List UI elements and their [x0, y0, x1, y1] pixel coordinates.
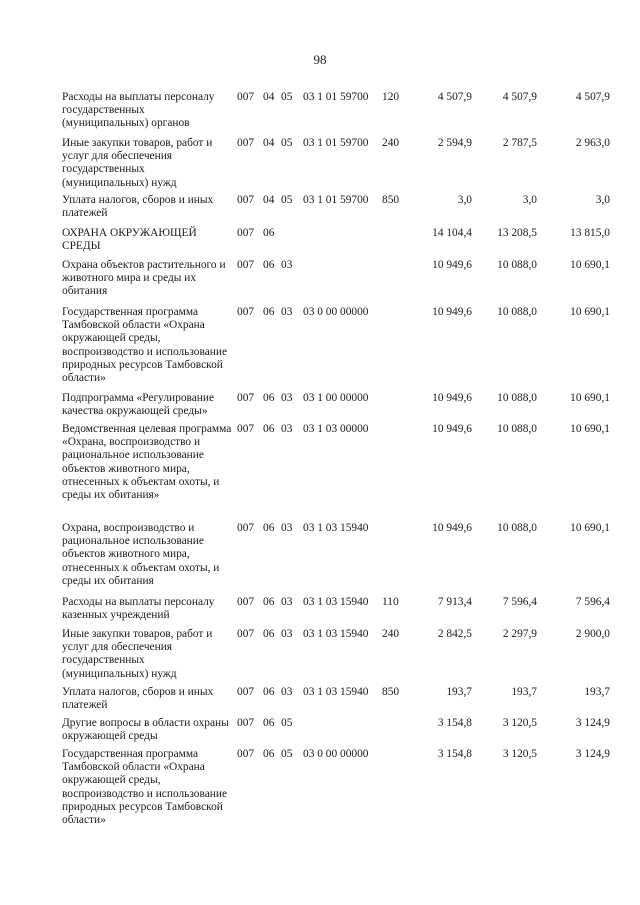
subsection-code: 05: [281, 91, 293, 103]
target-article-code: 03 1 03 15940: [303, 596, 369, 608]
amount-year-1: 10 949,6: [432, 522, 472, 534]
amount-year-3: 193,7: [584, 686, 610, 698]
row-name: Уплата налогов, сборов и иных платежей: [62, 194, 214, 220]
subsection-code: 05: [281, 137, 293, 149]
section-code: 06: [263, 628, 275, 640]
subsection-code: 03: [281, 423, 293, 435]
amount-year-1: 10 949,6: [432, 306, 472, 318]
amount-year-3: 7 596,4: [575, 596, 610, 608]
target-article-code: 03 1 03 15940: [303, 522, 369, 534]
subsection-code: 03: [281, 259, 293, 271]
expense-type-code: 240: [382, 628, 400, 640]
row-name: Расходы на выплаты персоналу казенных учреждений: [62, 596, 215, 622]
subsection-code: 03: [281, 628, 293, 640]
target-article-code: 03 1 01 59700: [303, 91, 369, 103]
amount-year-1: 3,0: [457, 194, 472, 206]
expense-type-code: 850: [382, 686, 400, 698]
ministry-code: 007: [237, 137, 255, 149]
expense-type-code: 850: [382, 194, 400, 206]
subsection-code: 03: [281, 596, 293, 608]
target-article-code: 03 0 00 00000: [303, 306, 369, 318]
amount-year-3: 4 507,9: [575, 91, 610, 103]
amount-year-3: 10 690,1: [570, 306, 610, 318]
amount-year-2: 2 297,9: [502, 628, 537, 640]
amount-year-3: 2 900,0: [575, 628, 610, 640]
amount-year-2: 10 088,0: [497, 259, 537, 271]
ministry-code: 007: [237, 717, 255, 729]
expense-type-code: 240: [382, 137, 400, 149]
amount-year-1: 10 949,6: [432, 259, 472, 271]
amount-year-2: 3 120,5: [502, 717, 537, 729]
row-name: Другие вопросы в области охраны окружающей среды: [62, 717, 229, 743]
ministry-code: 007: [237, 423, 255, 435]
amount-year-2: 10 088,0: [497, 306, 537, 318]
amount-year-2: 13 208,5: [497, 227, 537, 239]
ministry-code: 007: [237, 628, 255, 640]
amount-year-2: 10 088,0: [497, 522, 537, 534]
ministry-code: 007: [237, 748, 255, 760]
ministry-code: 007: [237, 522, 255, 534]
amount-year-1: 14 104,4: [432, 227, 472, 239]
subsection-code: 05: [281, 717, 293, 729]
amount-year-1: 3 154,8: [437, 748, 472, 760]
target-article-code: 03 1 03 00000: [303, 423, 369, 435]
amount-year-2: 10 088,0: [497, 423, 537, 435]
amount-year-2: 2 787,5: [502, 137, 537, 149]
row-name: Иные закупки товаров, работ и услуг для обеспечения государственных (муниципальных) нужд: [62, 137, 213, 189]
section-code: 04: [263, 194, 275, 206]
amount-year-3: 3 124,9: [575, 748, 610, 760]
amount-year-1: 10 949,6: [432, 423, 472, 435]
target-article-code: 03 1 03 15940: [303, 628, 369, 640]
amount-year-3: 10 690,1: [570, 423, 610, 435]
subsection-code: 03: [281, 522, 293, 534]
row-name: Иные закупки товаров, работ и услуг для обеспечения государственных (муниципальных) нужд: [62, 628, 213, 680]
subsection-code: 05: [281, 194, 293, 206]
amount-year-3: 13 815,0: [570, 227, 610, 239]
subsection-code: 03: [281, 686, 293, 698]
section-code: 06: [263, 596, 275, 608]
amount-year-1: 7 913,4: [437, 596, 472, 608]
section-code: 04: [263, 137, 275, 149]
expense-type-code: 120: [382, 91, 400, 103]
section-code: 06: [263, 522, 275, 534]
section-code: 06: [263, 227, 275, 239]
target-article-code: 03 1 01 59700: [303, 194, 369, 206]
ministry-code: 007: [237, 227, 255, 239]
amount-year-3: 10 690,1: [570, 522, 610, 534]
amount-year-1: 2 842,5: [437, 628, 472, 640]
target-article-code: 03 1 01 59700: [303, 137, 369, 149]
amount-year-2: 193,7: [511, 686, 537, 698]
section-code: 06: [263, 686, 275, 698]
row-name: ОХРАНА ОКРУЖАЮЩЕЙ СРЕДЫ: [62, 227, 197, 253]
section-code: 06: [263, 717, 275, 729]
section-code: 04: [263, 91, 275, 103]
amount-year-2: 3 120,5: [502, 748, 537, 760]
row-name: Расходы на выплаты персоналу государственных (муниципальных) органов: [62, 91, 215, 130]
expense-type-code: 110: [382, 596, 399, 608]
section-code: 06: [263, 392, 275, 404]
section-code: 06: [263, 259, 275, 271]
row-name: Уплата налогов, сборов и иных платежей: [62, 686, 214, 712]
row-name: Охрана объектов растительного и животного мира и среды их обитания: [62, 259, 226, 298]
amount-year-3: 2 963,0: [575, 137, 610, 149]
subsection-code: 03: [281, 392, 293, 404]
amount-year-1: 10 949,6: [432, 392, 472, 404]
amount-year-1: 193,7: [446, 686, 472, 698]
amount-year-1: 2 594,9: [437, 137, 472, 149]
amount-year-2: 3,0: [522, 194, 537, 206]
row-name: Государственная программа Тамбовской области «Охрана окружающей среды, воспроизводство и использование природных ресурсов Тамбовской области»: [62, 306, 228, 385]
amount-year-2: 7 596,4: [502, 596, 537, 608]
amount-year-2: 10 088,0: [497, 392, 537, 404]
amount-year-3: 3,0: [595, 194, 610, 206]
row-name: Подпрограмма «Регулирование качества окружающей среды»: [62, 392, 215, 418]
section-code: 06: [263, 748, 275, 760]
amount-year-2: 4 507,9: [502, 91, 537, 103]
amount-year-1: 3 154,8: [437, 717, 472, 729]
subsection-code: 05: [281, 748, 293, 760]
ministry-code: 007: [237, 686, 255, 698]
ministry-code: 007: [237, 194, 255, 206]
amount-year-3: 10 690,1: [570, 392, 610, 404]
amount-year-3: 10 690,1: [570, 259, 610, 271]
section-code: 06: [263, 423, 275, 435]
target-article-code: 03 1 00 00000: [303, 392, 369, 404]
section-code: 06: [263, 306, 275, 318]
ministry-code: 007: [237, 306, 255, 318]
row-name: Государственная программа Тамбовской области «Охрана окружающей среды, воспроизводство и использование природных ресурсов Тамбовской области»: [62, 748, 228, 827]
amount-year-1: 4 507,9: [437, 91, 472, 103]
target-article-code: 03 1 03 15940: [303, 686, 369, 698]
amount-year-3: 3 124,9: [575, 717, 610, 729]
row-name: Охрана, воспроизводство и рациональное использование объектов животного мира, отнесенных к объектам охоты, и среды их обитания: [62, 522, 220, 587]
page-number: 98: [313, 52, 327, 67]
subsection-code: 03: [281, 306, 293, 318]
target-article-code: 03 0 00 00000: [303, 748, 369, 760]
row-name: Ведомственная целевая программа «Охрана, воспроизводство и рациональное использование объектов животного мира, отнесенных к объектам охоты, и среды их обитания»: [62, 423, 232, 502]
ministry-code: 007: [237, 91, 255, 103]
ministry-code: 007: [237, 392, 255, 404]
ministry-code: 007: [237, 596, 255, 608]
ministry-code: 007: [237, 259, 255, 271]
